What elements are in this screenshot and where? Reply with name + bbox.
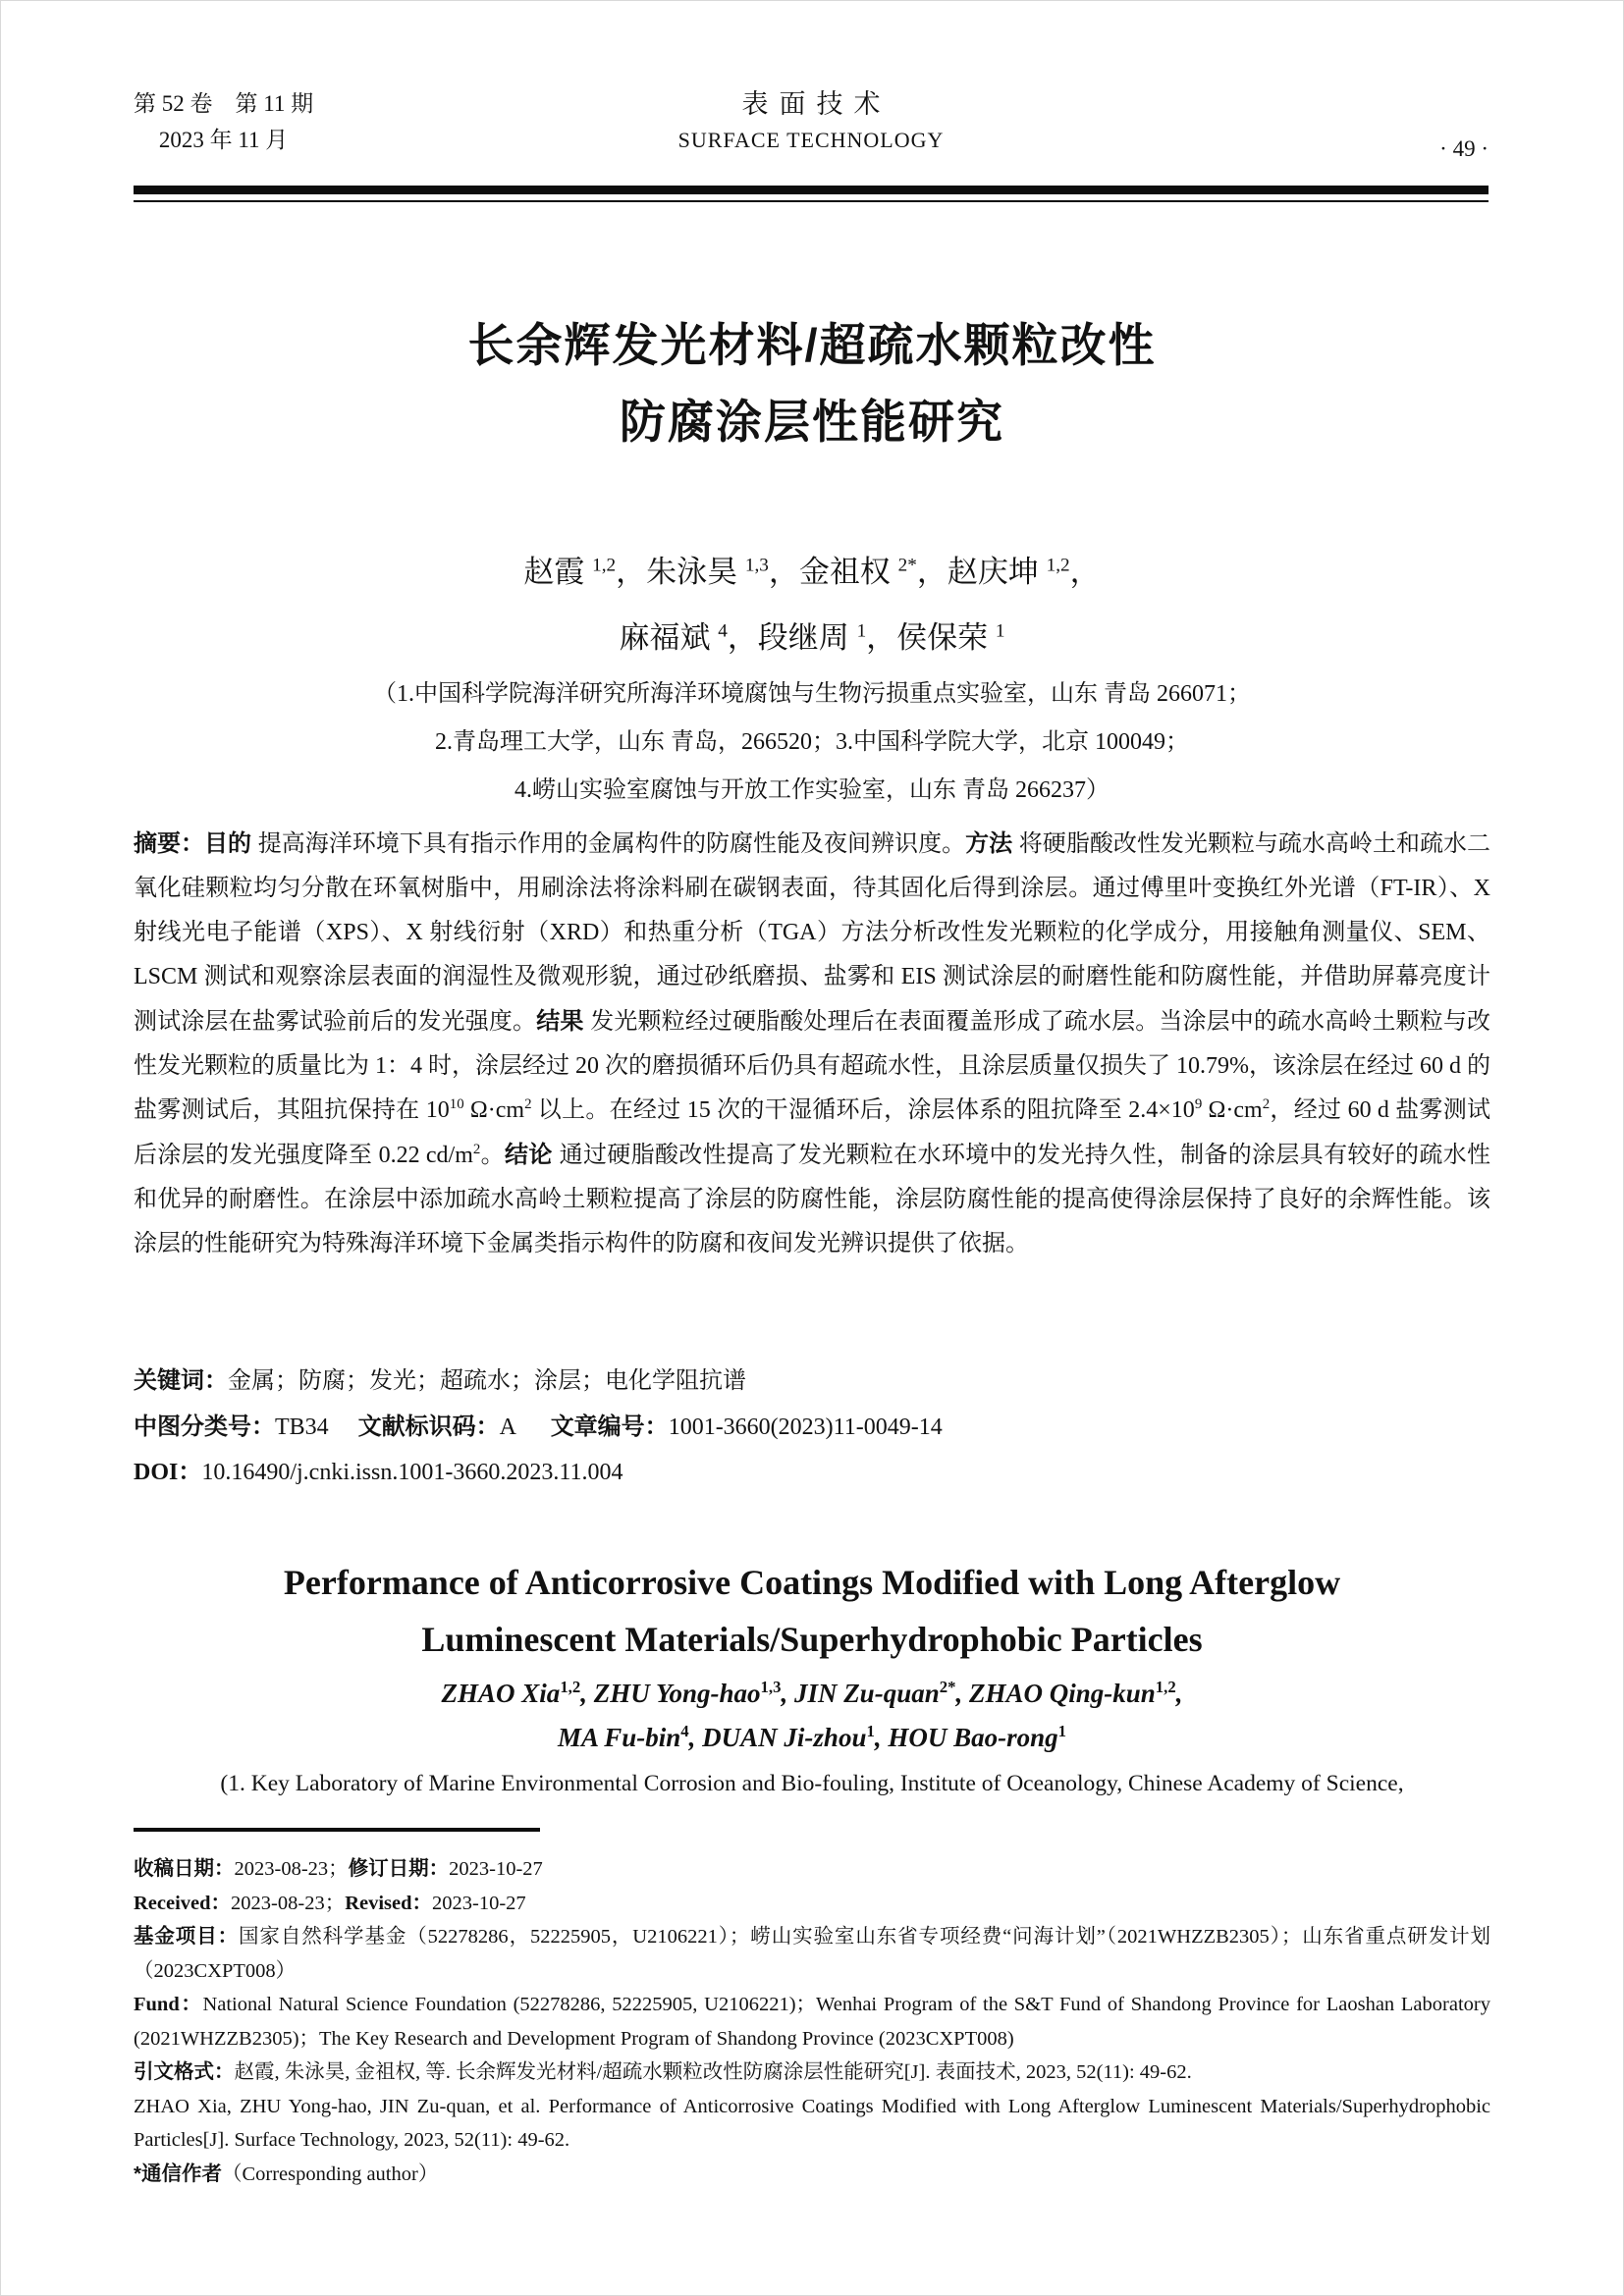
journal-name-block [678,85,945,158]
footnote-block [134,1852,1490,2191]
citation-en: ZHAO Xia, ZHU Yong-hao, JIN Zu-quan, et al. Performance of Anticorrosive Coatings Modified with Long Afterglow Luminescent Materials/Superhydrophobic Particles[J]. Surface Technology, 2023, 52(11): 49-62. [134,2095,1490,2151]
journal-name-cn: 表面技术 [741,89,892,119]
header-rule-thin [134,200,1489,202]
page-number: · 49 · [1439,136,1489,161]
authors-cn-line1: 赵霞 $^{1,2}$，朱泳昊 $^{1,3}$，金祖权 $^{2*}$，赵庆坤 $^{1,2}$， [523,555,1101,589]
article-title-en [1,1554,1623,1668]
volume-issue-block [134,85,313,158]
issue-date: 2023 年 11 月 [158,128,289,152]
journal-header [134,85,1489,168]
corresponding-author-note: *通信作者（Corresponding author） [134,2162,439,2185]
keywords-line: 关键词：金属；防腐；发光；超疏水；涂层；电化学阻抗谱 [134,1367,746,1394]
affiliations-cn [1,670,1623,815]
header-rule-thick [134,186,1489,194]
citation-cn: 引文格式：赵霞, 朱泳昊, 金祖权, 等. 长余辉发光材料/超疏水颗粒改性防腐涂层性能研究[J]. 表面技术, 2023, 52(11): 49-62. [134,2060,1192,2083]
authors-en [1,1672,1623,1760]
authors-cn [1,539,1623,670]
received-date-cn: 收稿日期：2023-08-23；修订日期：2023-10-27 [134,1857,543,1880]
affiliation-cn-3: 4.崂山实验室腐蚀与开放工作实验室，山东 青岛 266237） [514,777,1110,803]
article-title-cn-line1: 长余辉发光材料/超疏水颗粒改性 [467,319,1157,371]
article-title-en-line2: Luminescent Materials/Superhydrophobic Particles [421,1620,1203,1659]
clc-number-line: 中图分类号：TB34 文献标识码：A 文章编号：1001-3660(2023)11-0049-14 [134,1414,943,1440]
received-date-en: Received：2023-08-23；Revised：2023-10-27 [134,1892,526,1914]
affiliation-cn-2: 2.青岛理工大学，山东 青岛，266520；3.中国科学院大学，北京 100049； [435,729,1189,755]
affiliation-cn-1: （1.中国科学院海洋研究所海洋环境腐蚀与生物污损重点实验室，山东 青岛 266071； [373,681,1251,707]
article-title-cn [1,307,1623,460]
article-title-en-line1: Performance of Anticorrosive Coatings Modified with Long Afterglow [283,1563,1341,1602]
authors-en-line1: ZHAO Xia$^{1,2}$, ZHU Yong-hao$^{1,3}$, JIN Zu-quan$^{2*}$, ZHAO Qing-kun$^{1,2}$, [441,1678,1183,1708]
affiliation-en: (1. Key Laboratory of Marine Environmental Corrosion and Bio-fouling, Institute of Oceanology, Chinese Academy of Science, [220,1771,1404,1796]
journal-name-en: SURFACE TECHNOLOGY [677,128,945,152]
volume-issue: 第 52 卷 第 11 期 [134,91,314,116]
authors-en-line2: MA Fu-bin$^4$, DUAN Ji-zhou$^1$, HOU Bao-rong$^1$ [557,1722,1066,1752]
abstract-paragraph: 摘要：目的 提高海洋环境下具有指示作用的金属构件的防腐性能及夜间辨识度。方法 将硬脂酸改性发光颗粒与疏水高岭土和疏水二氧化硅颗粒均匀分散在环氧树脂中，用刷涂法将涂料刷在碳钢表面，待其固化后得到涂层。通过傅里叶变换红外光谱（FT-IR）、X 射线光电子能谱（XPS）、X 射线衍射（XRD）和热重分析（TGA）方法分析改性发光颗粒的化学成分，用接触角测量仪、SEM、LSCM 测试和观察涂层表面的润湿性及微观形貌，通过砂纸磨损、盐雾和 EIS 测试涂层的耐磨性能和防腐性能，并借助屏幕亮度计测试涂层在盐雾试验前后的发光强度。结果 发光颗粒经过硬脂酸处理后在表面覆盖形成了疏水层。当涂层中的疏水高岭土颗粒与改性发光颗粒的质量比为 1：4 时，涂层经过 20 次的磨损循环后仍具有超疏水性，且涂层质量仅损失了 10.79%，该涂层在经过 60 d 的盐雾测试后，其阻抗保持在 $10^{10}$ $\Omega\cdot cm^2$ 以上。在经过 15 次的干湿循环后，涂层体系的阻抗降至 $2.4\times 10^9$ $\Omega\cdot cm^2$，经过 60 d 盐雾测试后涂层的发光强度降至 0.22 $cd/m^2$。结论 通过硬脂酸改性提高了发光颗粒在水环境中的发光持久性，制备的涂层具有较好的疏水性和优异的耐磨性。在涂层中添加疏水高岭土颗粒提高了涂层的防腐性能，涂层防腐性能的提高使得涂层保持了良好的余辉性能。该涂层的性能研究为特殊海洋环境下金属类指示构件的防腐和夜间发光辨识提供了依据。 [134,830,1491,1256]
doi-line: DOI：10.16490/j.cnki.issn.1001-3660.2023.11.004 [134,1460,623,1485]
authors-cn-line2: 麻福斌 $^4$，段继周 $^1$，侯保荣 $^1$ [619,620,1005,655]
fund-cn: 基金项目：国家自然科学基金（52278286，52225905，U2106221）；崂山实验室山东省专项经费“问海计划”（2021WHZZB2305）；山东省重点研发计划（2023CXPT008） [134,1925,1491,1982]
footnote-rule [134,1828,540,1832]
article-title-cn-line2: 防腐涂层性能研究 [620,396,1004,448]
fund-en: Fund：National Natural Science Foundation (52278286, 52225905, U2106221)；Wenhai Program of the S&T Fund of Shandong Province for Laoshan Laboratory (2021WHZZB2305)；The Key Research and Development Program of Shandong Province (2023CXPT008) [134,1994,1490,2050]
